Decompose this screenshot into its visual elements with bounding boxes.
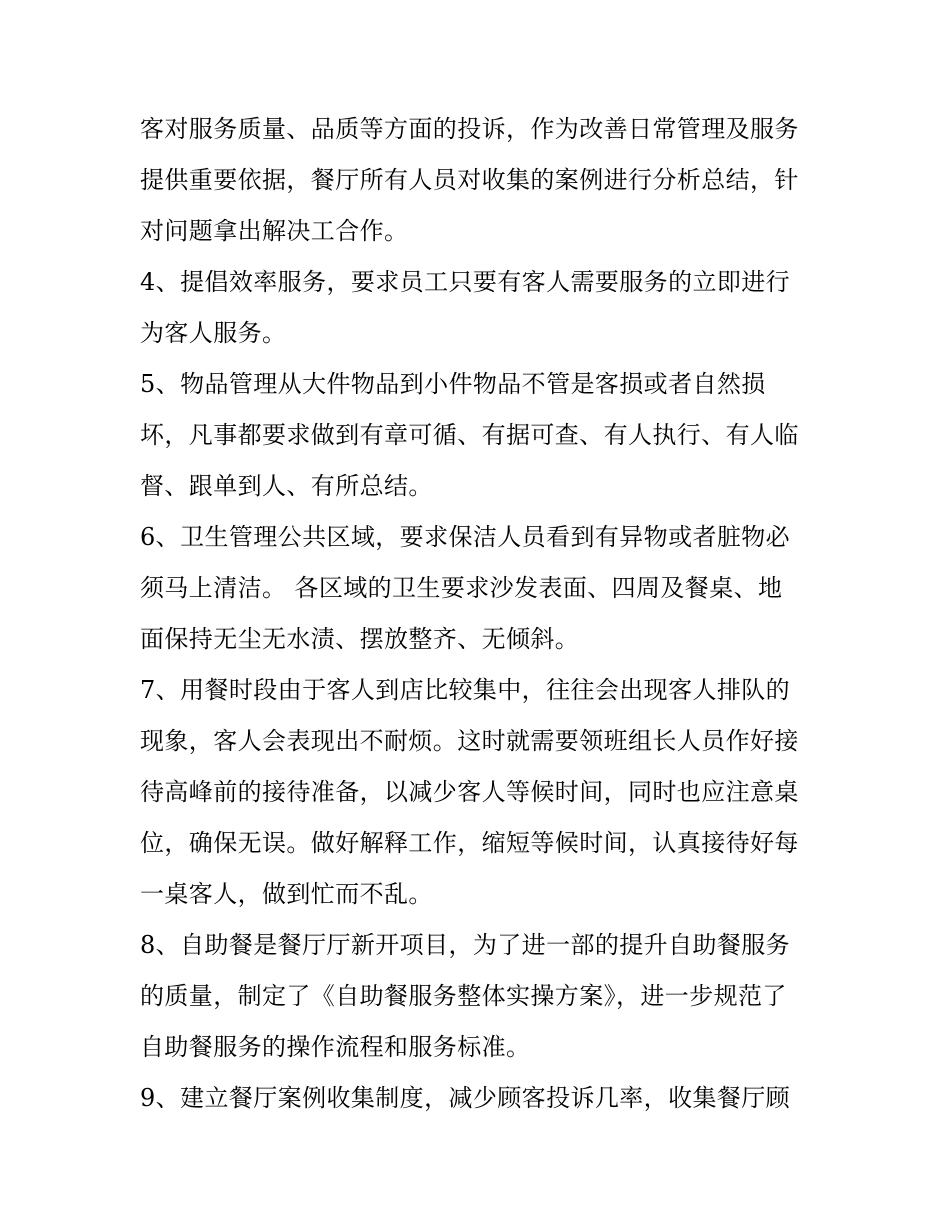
text-line: 督、跟单到人、有所总结。	[140, 472, 433, 500]
text-line: 4、提倡效率服务，要求员工只要有客人需要服务的立即进行	[140, 268, 791, 296]
text-line: 5、物品管理从大件物品到小件物品不管是客损或者自然损	[140, 370, 766, 398]
text-line: 位，确保无误。做好解释工作，缩短等候时间，认真接待好每	[140, 829, 799, 857]
text-line: 6、卫生管理公共区域，要求保洁人员看到有异物或者脏物必	[140, 523, 791, 551]
text-line: 一桌客人，做到忙而不乱。	[140, 880, 433, 908]
text-line: 8、自助餐是餐厅厅新开项目，为了进一部的提升自助餐服务	[140, 931, 791, 959]
text-line: 待高峰前的接待准备，以减少客人等候时间，同时也应注意桌	[140, 778, 799, 806]
text-line: 提供重要依据，餐厅所有人员对收集的案例进行分析总结，针	[140, 166, 799, 194]
text-line: 坏，凡事都要求做到有章可循、有据可查、有人执行、有人临	[140, 421, 799, 449]
text-line: 为客人服务。	[140, 319, 287, 347]
text-line: 自助餐服务的操作流程和服务标准。	[140, 1033, 531, 1061]
text-line: 面保持无尘无水渍、摆放整齐、无倾斜。	[140, 625, 580, 653]
text-line: 的质量，制定了《自助餐服务整体实操方案》，进一步规范了	[140, 982, 787, 1010]
text-line: 7、用餐时段由于客人到店比较集中，往往会出现客人排队的	[140, 676, 791, 704]
text-line: 对问题拿出解决工合作。	[140, 217, 409, 245]
text-line: 须马上清洁。 各区域的卫生要求沙发表面、四周及餐桌、地	[140, 574, 783, 602]
text-line: 现象，客人会表现出不耐烦。这时就需要领班组长人员作好接	[140, 727, 799, 755]
text-line: 客对服务质量、品质等方面的投诉，作为改善日常管理及服务	[140, 115, 799, 143]
document-body	[140, 104, 820, 1124]
text-line: 9、建立餐厅案例收集制度，减少顾客投诉几率，收集餐厅顾	[140, 1084, 791, 1112]
